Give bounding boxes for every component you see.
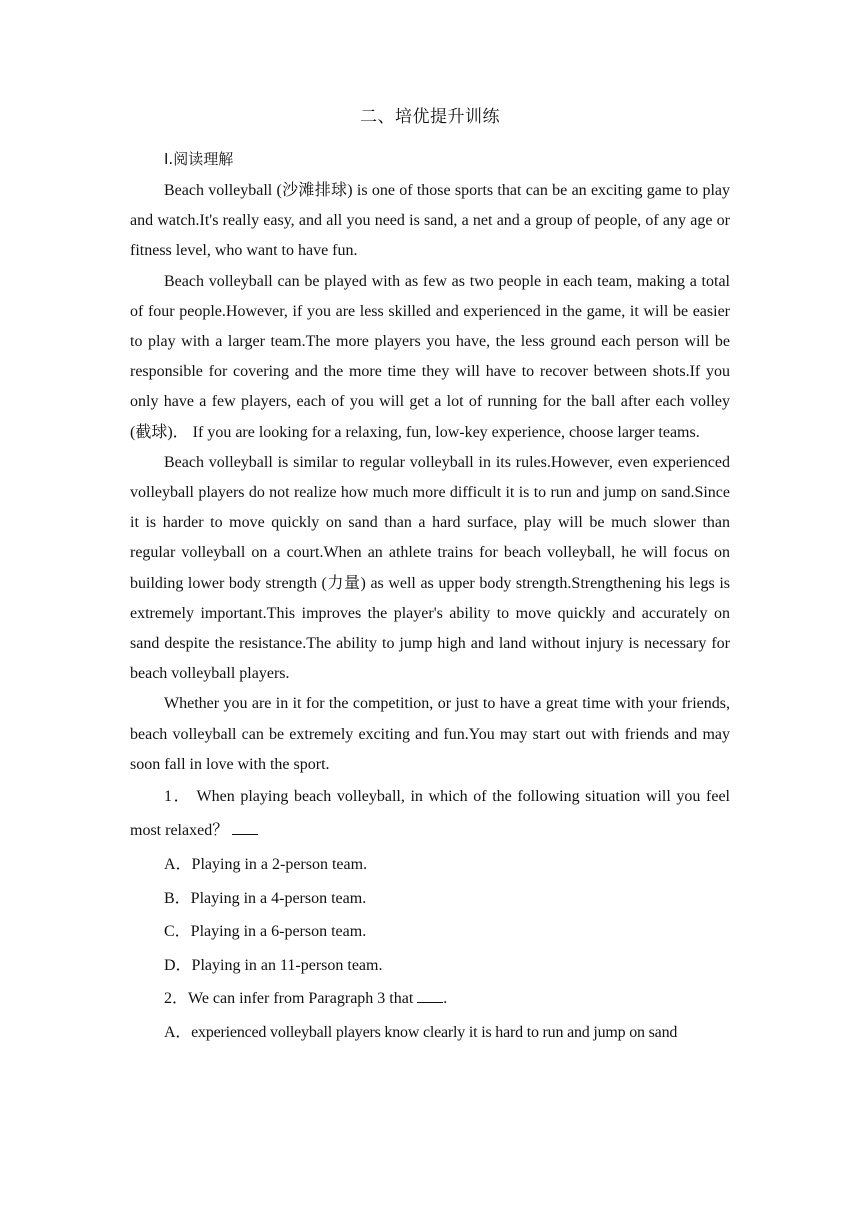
question-stem <box>130 982 730 1016</box>
question-1 <box>130 780 730 982</box>
document-page <box>130 104 730 1050</box>
option-b: B．Playing in a 4-person team. <box>164 889 367 907</box>
option-c: C．Playing in a 6-person team. <box>164 923 367 941</box>
passage-paragraph-1: Beach volleyball (沙滩排球) is one of those sports that can be an exciting game to play and watch.It's really easy, and all you need is sand, a net and a group of people, of any age or fitness level, who want to have fun. <box>130 182 730 260</box>
question-stem-end: . <box>443 990 448 1008</box>
passage-paragraph-4: Whether you are in it for the competition, or just to have a great time with your friends, beach volleyball can be extremely exciting and fun.You may start out with friends and may soon fall in love with the sport. <box>130 695 730 773</box>
question-stem-text: 1． When playing beach volleyball, in which of the following situation will you feel most relaxed？ <box>130 788 730 840</box>
option-a: A．experienced volleyball players know clearly it is hard to run and jump on sand <box>164 1024 678 1042</box>
answer-blank <box>232 820 258 835</box>
passage-paragraph-3: Beach volleyball is similar to regular volleyball in its rules.However, even experienced volleyball players do not realize how much more difficult it is to run and jump on sand.Since it is harder to move quickly on sand than a hard surface, play will be much slower than regular volleyball on a court.When an athlete trains for beach volleyball, he will focus on building lower body strength (力量) as well as upper body strength.Strengthening his legs is extremely important.This improves the player's ability to move quickly and accurately on sand despite the resistance.The ability to jump high and land without injury is necessary for beach volleyball players. <box>130 453 730 683</box>
option-a: A．Playing in a 2-person team. <box>164 856 368 874</box>
question-stem <box>130 780 730 848</box>
passage-paragraph-2: Beach volleyball can be played with as few as two people in each team, making a total of four people.However, if you are less skilled and experienced in the game, it will be easier to play with a larger team.The more players you have, the less ground each person will be responsible for covering and the more time they will have to recover between shots.If you only have a few players, each of you will get a lot of running for the ball after each volley (截球)． If you are looking for a relaxing, fun, low-key experience, choose larger teams. <box>130 272 730 441</box>
answer-blank <box>417 988 443 1003</box>
question-2 <box>130 982 730 1050</box>
part-heading: Ⅰ.阅读理解 <box>164 150 234 168</box>
section-title: 二、培优提升训练 <box>360 107 500 127</box>
question-stem-text: 2．We can infer from Paragraph 3 that <box>164 990 414 1008</box>
option-d: D．Playing in an 11-person team. <box>164 956 383 974</box>
